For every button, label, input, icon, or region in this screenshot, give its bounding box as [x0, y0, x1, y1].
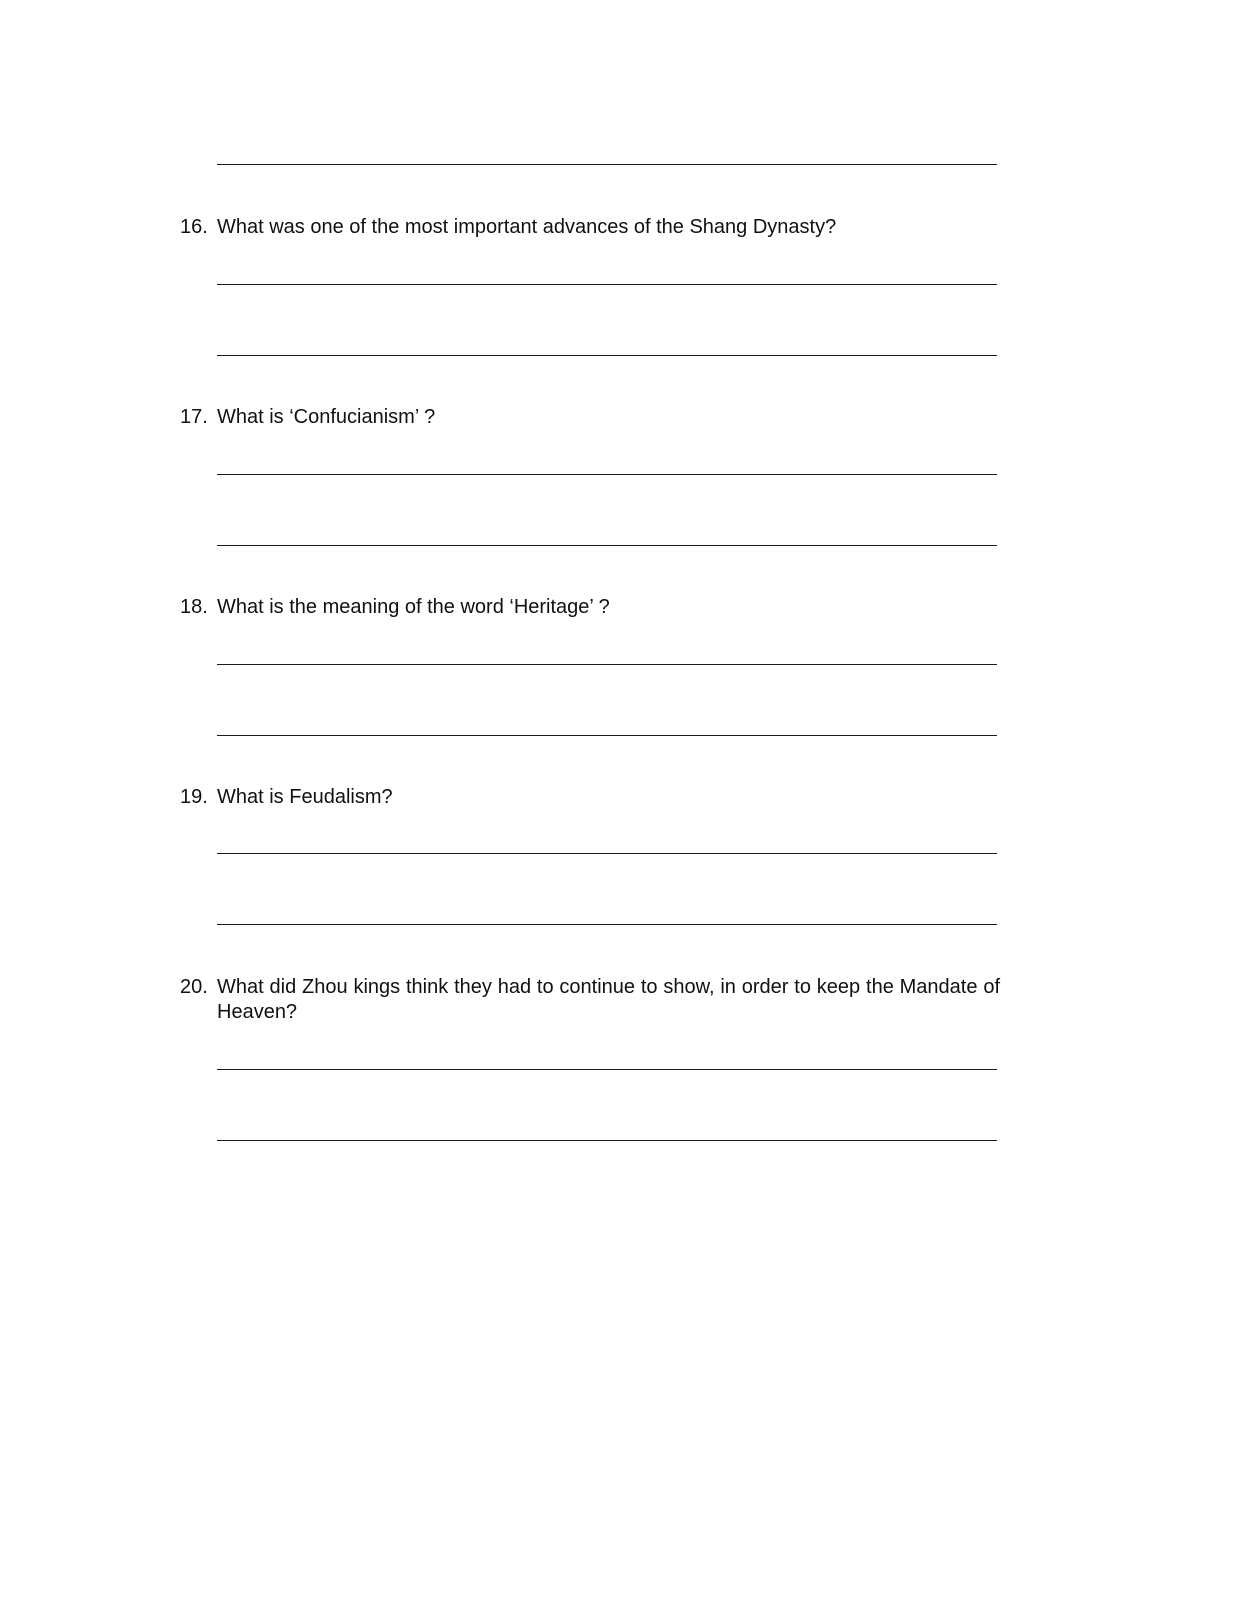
question-number: 19. — [180, 786, 208, 808]
question-18 — [180, 595, 1000, 620]
answer-line-q17-1[interactable] — [217, 474, 997, 475]
answer-line-q16-2[interactable] — [217, 355, 997, 356]
answer-line-q20-1[interactable] — [217, 1069, 997, 1070]
question-text: What is ‘Confucianism’ ? — [217, 406, 436, 428]
question-17 — [180, 405, 1000, 430]
answer-line-q19-2[interactable] — [217, 924, 997, 925]
answer-line-q20-2[interactable] — [217, 1140, 997, 1141]
question-text: What did Zhou kings think they had to continue to show, in order to keep the Mandate of Heaven? — [217, 976, 1000, 1023]
question-number: 20. — [180, 976, 208, 998]
question-19 — [180, 785, 1000, 810]
answer-line-q19-1[interactable] — [217, 853, 997, 854]
question-text: What was one of the most important advances of the Shang Dynasty? — [217, 216, 837, 238]
answer-line-q18-2[interactable] — [217, 735, 997, 736]
question-number: 17. — [180, 406, 208, 428]
answer-line-q18-1[interactable] — [217, 664, 997, 665]
question-number: 16. — [180, 216, 208, 238]
answer-line-q15[interactable] — [217, 164, 997, 165]
question-text: What is the meaning of the word ‘Heritage’ ? — [217, 596, 610, 618]
answer-line-q16-1[interactable] — [217, 284, 997, 285]
answer-line-q17-2[interactable] — [217, 545, 997, 546]
question-text: What is Feudalism? — [217, 786, 393, 808]
question-number: 18. — [180, 596, 208, 618]
question-16 — [180, 215, 1000, 240]
question-20 — [180, 975, 1000, 1025]
